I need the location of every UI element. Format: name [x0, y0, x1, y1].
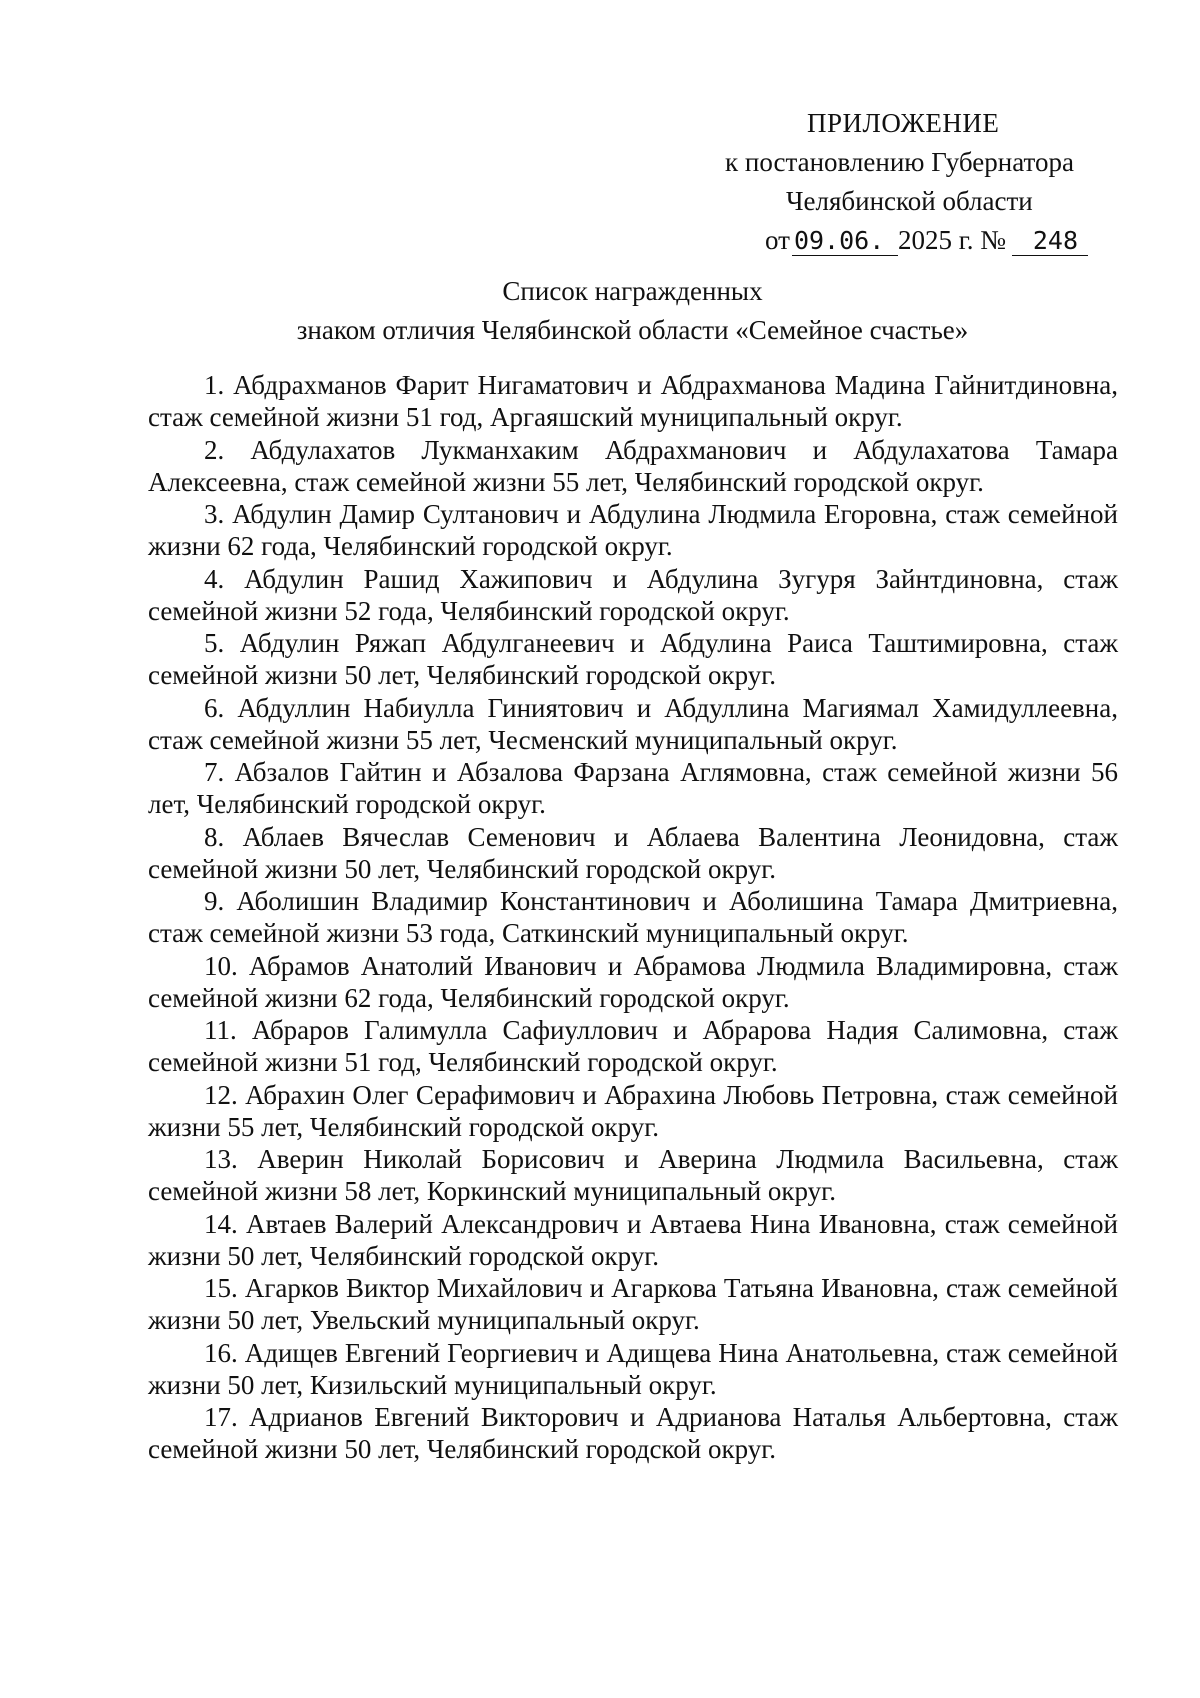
list-item: 13. Аверин Николай Борисович и Аверина Людмила Васильевна, стаж семейной жизни 58 лет, Коркинский муниципальный округ.	[148, 1144, 1118, 1206]
list-item: 1. Абдрахманов Фарит Нигаматович и Абдрахманова Мадина Гайнитдиновна, стаж семейной жизни 51 год, Аргаяшский муниципальный округ.	[148, 370, 1118, 432]
appendix-header	[725, 104, 1125, 260]
date-prefix: от	[765, 225, 790, 255]
list-item: 17. Адрианов Евгений Викторович и Адрианова Наталья Альбертовна, стаж семейной жизни 50 лет, Челябинский городской округ.	[148, 1402, 1118, 1464]
list-item: 8. Аблаев Вячеслав Семенович и Аблаева Валентина Леонидовна, стаж семейной жизни 50 лет, Челябинский городской округ.	[148, 821, 1118, 884]
list-item: 6. Абдуллин Набиулла Гиниятович и Абдуллина Магиямал Хамидуллеевна, стаж семейной жизни 55 лет, Чесменский муниципальный округ.	[148, 692, 1118, 755]
list-item: 7. Абзалов Гайтин и Абзалова Фарзана Аглямовна, стаж семейной жизни 56 лет, Челябинский городской округ.	[148, 757, 1118, 819]
list-item: 5. Абдулин Ряжап Абдулганеевич и Абдулина Раиса Таштимировна, стаж семейной жизни 50 лет, Челябинский городской округ.	[148, 628, 1118, 690]
appendix-resolution-line: к постановлению Губернатора	[725, 147, 1074, 177]
year-number-label: 2025 г. №	[897, 225, 1006, 255]
list-title	[0, 272, 1200, 350]
list-item: 14. Автаев Валерий Александрович и Автаева Нина Ивановна, стаж семейной жизни 50 лет, Челябинский городской округ.	[148, 1208, 1118, 1271]
list-item: 12. Абрахин Олег Серафимович и Абрахина Любовь Петровна, стаж семейной жизни 55 лет, Челябинский городской округ.	[148, 1079, 1118, 1142]
list-item: 15. Агарков Виктор Михайлович и Агаркова Татьяна Ивановна, стаж семейной жизни 50 лет, Увельский муниципальный округ.	[148, 1273, 1118, 1335]
list-item: 4. Абдулин Рашид Хажипович и Абдулина Зугуря Зайнтдиновна, стаж семейной жизни 52 года, Челябинский городской округ.	[148, 563, 1118, 626]
list-title-line-2: знаком отличия Челябинской области «Семейное счастье»	[296, 315, 969, 345]
awardees-list	[148, 369, 1118, 1466]
list-item: 10. Абрамов Анатолий Иванович и Абрамова Людмила Владимировна, стаж семейной жизни 62 года, Челябинский городской округ.	[148, 950, 1118, 1013]
list-item: 9. Аболишин Владимир Константинович и Аболишина Тамара Дмитриевна, стаж семейной жизни 53 года, Саткинский муниципальный округ.	[148, 886, 1118, 948]
list-item: 11. Абраров Галимулла Сафиуллович и Абрарова Надия Салимовна, стаж семейной жизни 51 год, Челябинский городской округ.	[148, 1015, 1118, 1077]
appendix-title: ПРИЛОЖЕНИЕ	[807, 108, 1000, 138]
list-item: 16. Адищев Евгений Георгиевич и Адищева Нина Анатольевна, стаж семейной жизни 50 лет, Кизильский муниципальный округ.	[148, 1337, 1118, 1400]
list-title-line-1: Список награжденных	[502, 276, 763, 306]
appendix-region-line: Челябинской области	[786, 186, 1033, 216]
date-stamp: 09.06.	[792, 227, 898, 256]
appendix-date-line	[725, 221, 1125, 260]
number-stamp: 248	[1012, 227, 1088, 256]
list-item: 2. Абдулахатов Лукманхаким Абдрахманович и Абдулахатова Тамара Алексеевна, стаж семейной жизни 55 лет, Челябинский городской округ.	[148, 434, 1118, 497]
list-item: 3. Абдулин Дамир Султанович и Абдулина Людмила Егоровна, стаж семейной жизни 62 года, Челябинский городской округ.	[148, 499, 1118, 561]
